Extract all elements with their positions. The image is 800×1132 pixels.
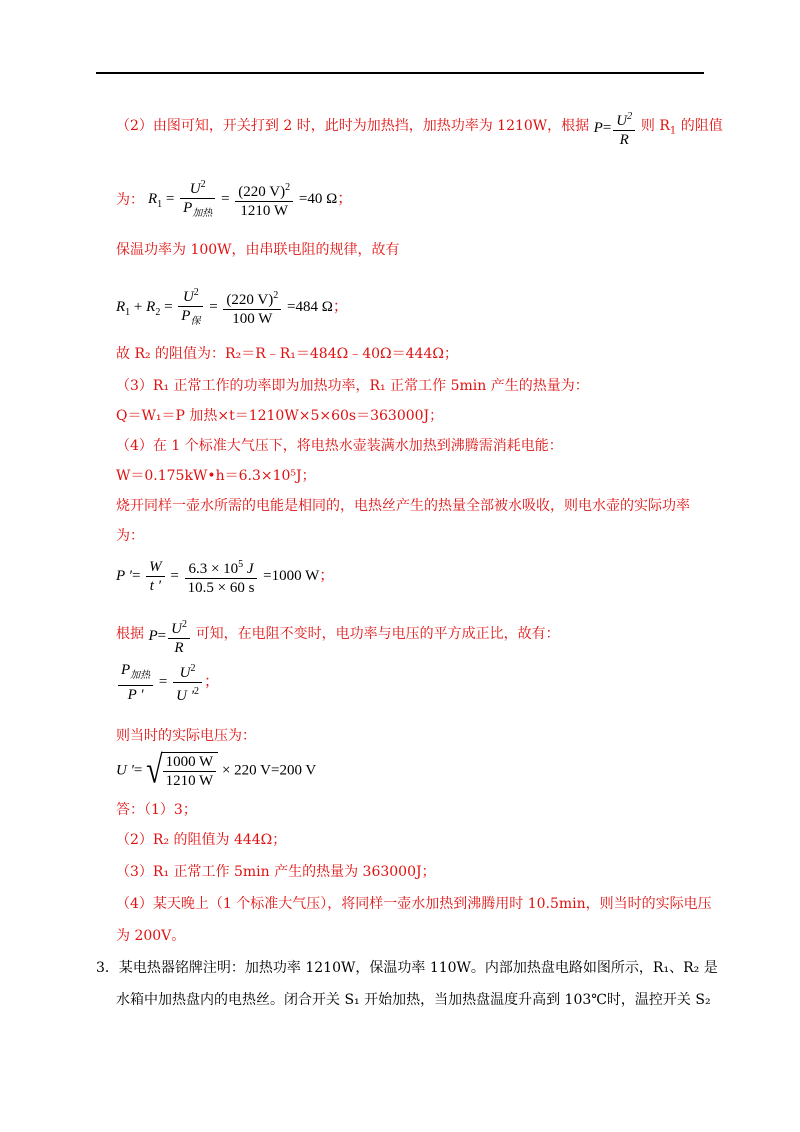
line-boil: 烧开同样一壶水所需的电能是相同的，电热丝产生的热量全部被水吸收，则电水壶的实际功率	[116, 498, 690, 514]
formula-p-u2-over-r: P= $\frac{U^2}{R}$	[594, 120, 641, 136]
line-3: （3）R₁ 正常工作的功率即为加热功率，R₁ 正常工作 5min 产生的热量为：	[116, 378, 589, 394]
answer-1: 答：（1）3；	[116, 802, 197, 818]
answer-3: （3）R₁ 正常工作 5min 产生的热量为 363000J；	[116, 864, 436, 880]
formula-ratio: $\frac{P_{加热}}{P '}$ = $\frac{U^2}{U '^2}$ ；	[116, 660, 219, 705]
answer-4: （4）某天晚上（1 个标准大气压），将同样一壶水加热到沸腾用时 10.5min，则当时的实际电压	[116, 896, 712, 912]
formula-r1-plus-r2: $R_1 + R_2$ = $\frac{U^2}{P_保}$ = $\frac{(220 V)^2}{100 W}$ =484 Ω；	[116, 284, 348, 331]
line-text: （2）由图可知，开关打到 2 时，此时为加热挡，加热功率为 1210W，根据	[116, 117, 590, 134]
solution-line-2: （2）由图可知，开关打到 2 时，此时为加热挡，加热功率为 1210W，根据 P= $\frac{U^2}{R}$ 则 $R_1$ 的阻值	[116, 106, 723, 147]
answer-2: （2）R₂ 的阻值为 444Ω；	[116, 832, 287, 848]
line-actual-voltage: 则当时的实际电压为：	[116, 728, 256, 744]
question-3-line-2: 水箱中加热盘内的电热丝。闭合开关 S₁ 开始加热，当加热盘温度升高到 103℃时，温控开关 S₂	[116, 992, 711, 1008]
line-r2: 故 R₂ 的阻值为：R₂＝R﹣R₁＝484Ω﹣40Ω＝444Ω；	[116, 346, 458, 362]
formula-p-prime: P ′= $\frac{W}{t '}$ = $\frac{6.3 \times 10^5 J}{10.5 \times 60 s}$ =1000 W；	[116, 556, 334, 597]
formula-r1: $R_1$ = $\frac{U^2}{P_{加热}}$ = $\frac{(220 V)^2}{1210 W}$ =40 Ω；	[148, 176, 352, 223]
line-wei: 为：	[116, 528, 144, 544]
formula-u-prime: U ′= √ $\frac{1000 W}{1210 W}$ × 220 V=200 V	[116, 748, 317, 792]
header-rule	[96, 72, 704, 74]
question-3-line-1: 3．某电热器铭牌注明：加热功率 1210W，保温功率 110W。内部加热盘电路如图所示，R₁、R₂ 是	[96, 960, 718, 976]
line-q: Q＝W₁＝P 加热×t＝1210W×5×60s＝363000J；	[116, 408, 444, 424]
answer-4-cont: 为 200V。	[116, 928, 186, 944]
line-w: W＝0.175kW•h＝6.3×10⁵J；	[116, 468, 316, 484]
solution-line-keep: 保温功率为 100W，由串联电阻的规律，故有	[116, 242, 400, 258]
line-4: （4）在 1 个标准大气压下，将电热水壶装满水加热到沸腾需消耗电能：	[116, 438, 563, 454]
line-according: 根据 P= $\frac{U^2}{R}$ 可知，在电阻不变时，电功率与电压的平方成正比，故有：	[116, 614, 560, 655]
formula-p-u2-over-r-2: P= $\frac{U^2}{R}$	[148, 628, 195, 644]
solution-line-r1: 为：	[116, 192, 144, 208]
